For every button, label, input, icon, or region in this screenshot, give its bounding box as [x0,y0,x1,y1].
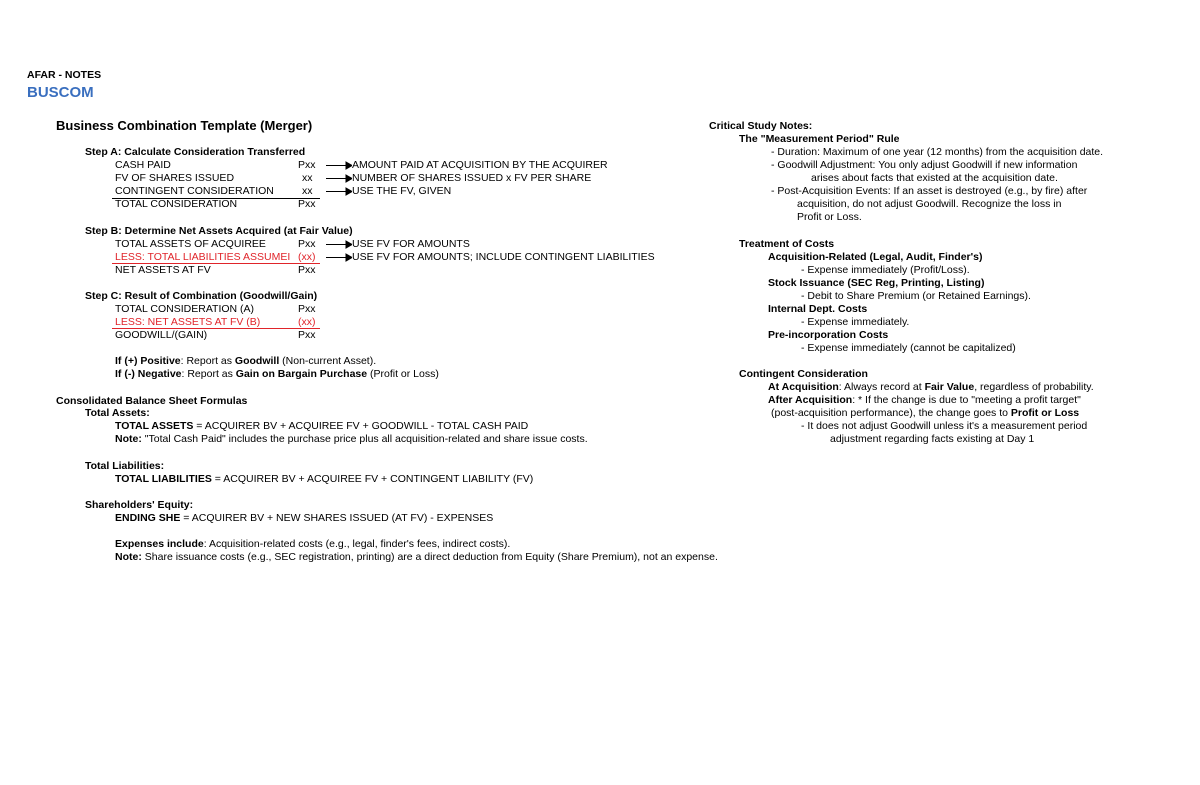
step-c-row-label: TOTAL CONSIDERATION (A) [115,303,255,315]
measurement-period-line: - Post-Acquisition Events: If an asset is destroyed (e.g., by fire) after [771,185,1088,197]
cost-title: Acquisition-Related (Legal, Audit, Finder's) [768,251,983,263]
step-a-total-label: TOTAL CONSIDERATION [115,198,238,210]
treatment-of-costs-heading: Treatment of Costs [739,238,835,250]
step-a-row-value: Pxx [298,159,316,171]
step-a-heading: Step A: Calculate Consideration Transferred [85,146,306,158]
measurement-period-line: - Duration: Maximum of one year (12 months) from the acquisition date. [771,146,1104,158]
measurement-period-line: arises about facts that existed at the acquisition date. [811,172,1058,184]
arrow-icon-group [324,238,352,265]
cost-title: Pre-incorporation Costs [768,329,889,341]
cc-after-acquisition-line: - It does not adjust Goodwill unless it's a measurement period [801,420,1088,432]
measurement-period-line: Profit or Loss. [797,211,862,223]
step-a-row-value: xx [302,185,313,197]
ending-she-formula: ENDING SHE = ACQUIRER BV + NEW SHARES ISSUED (AT FV) - EXPENSES [115,512,494,524]
step-b-row-note: USE FV FOR AMOUNTS [352,238,470,250]
consolidated-heading: Consolidated Balance Sheet Formulas [56,395,248,407]
total-assets-formula: TOTAL ASSETS = ACQUIRER BV + ACQUIREE FV + GOODWILL - TOTAL CASH PAID [115,420,529,432]
measurement-period-heading: The "Measurement Period" Rule [739,133,900,145]
cc-after-acquisition-line: After Acquisition: * If the change is due to "meeting a profit target" [768,394,1081,406]
step-b-row-value: Pxx [298,238,316,250]
step-a-row-label: FV OF SHARES ISSUED [115,172,235,184]
expenses-include-line: Expenses include: Acquisition-related costs (e.g., legal, finder's fees, indirect costs). [115,538,511,550]
negative-result-line: If (-) Negative: Report as Gain on Bargain Purchase (Profit or Loss) [115,368,439,380]
total-liabilities-formula: TOTAL LIABILITIES = ACQUIRER BV + ACQUIREE FV + CONTINGENT LIABILITY (FV) [115,473,534,485]
step-c-total-value: Pxx [298,329,316,341]
doc-topic: BUSCOM [27,84,94,101]
cc-after-acquisition-line: adjustment regarding facts existing at Day 1 [830,433,1035,445]
total-assets-note: Note: "Total Cash Paid" includes the purchase price plus all acquisition-related and share issue costs. [115,433,588,445]
step-c-row-value: Pxx [298,303,316,315]
doc-label: AFAR - NOTES [27,69,102,81]
step-b-heading: Step B: Determine Net Assets Acquired (at Fair Value) [85,225,353,237]
step-c-heading: Step C: Result of Combination (Goodwill/Gain) [85,290,318,302]
cost-title: Internal Dept. Costs [768,303,868,315]
cc-after-acquisition-line: (post-acquisition performance), the change goes to Profit or Loss [771,407,1080,419]
step-c-row-value: (xx) [298,316,316,328]
cost-detail: - Expense immediately. [801,316,910,328]
step-a-row-note: AMOUNT PAID AT ACQUISITION BY THE ACQUIRER [352,159,608,171]
cost-detail: - Expense immediately (Profit/Loss). [801,264,970,276]
arrow-icon-group [324,159,352,199]
step-b-row-label: LESS: TOTAL LIABILITIES ASSUMEI [115,251,291,263]
step-b-row-value: (xx) [298,251,316,263]
measurement-period-line: - Goodwill Adjustment: You only adjust Goodwill if new information [771,159,1078,171]
measurement-period-line: acquisition, do not adjust Goodwill. Recognize the loss in [797,198,1062,210]
step-b-total-label: NET ASSETS AT FV [115,264,211,276]
total-liabilities-heading: Total Liabilities: [85,460,165,472]
step-b-row-label: TOTAL ASSETS OF ACQUIREE [115,238,266,250]
cost-detail: - Expense immediately (cannot be capitalized) [801,342,1016,354]
template-title: Business Combination Template (Merger) [56,118,313,133]
step-c-row-label: LESS: NET ASSETS AT FV (B) [115,316,261,328]
step-b-row-note: USE FV FOR AMOUNTS; INCLUDE CONTINGENT LIABILITIES [352,251,655,263]
step-a-row-value: xx [302,172,313,184]
positive-result-line: If (+) Positive: Report as Goodwill (Non-current Asset). [115,355,377,367]
cc-at-acquisition-line: At Acquisition: Always record at Fair Value, regardless of probability. [768,381,1094,393]
step-c-total-label: GOODWILL/(GAIN) [115,329,208,341]
step-a-total-value: Pxx [298,198,316,210]
step-a-row-note: NUMBER OF SHARES ISSUED x FV PER SHARE [352,172,592,184]
step-a-row-note: USE THE FV, GIVEN [352,185,452,197]
shareholders-equity-heading: Shareholders' Equity: [85,499,194,511]
step-b-total-value: Pxx [298,264,316,276]
cost-detail: - Debit to Share Premium (or Retained Earnings). [801,290,1031,302]
step-a-row-label: CONTINGENT CONSIDERATION [115,185,274,197]
step-a-row-label: CASH PAID [115,159,171,171]
cost-title: Stock Issuance (SEC Reg, Printing, Listing) [768,277,985,289]
critical-notes-heading: Critical Study Notes: [709,120,813,132]
total-assets-heading: Total Assets: [85,407,150,419]
contingent-consideration-heading: Contingent Consideration [739,368,868,380]
expenses-note-line: Note: Share issuance costs (e.g., SEC registration, printing) are a direct deduction from Equity (Share Premium), not an expense. [115,551,718,563]
